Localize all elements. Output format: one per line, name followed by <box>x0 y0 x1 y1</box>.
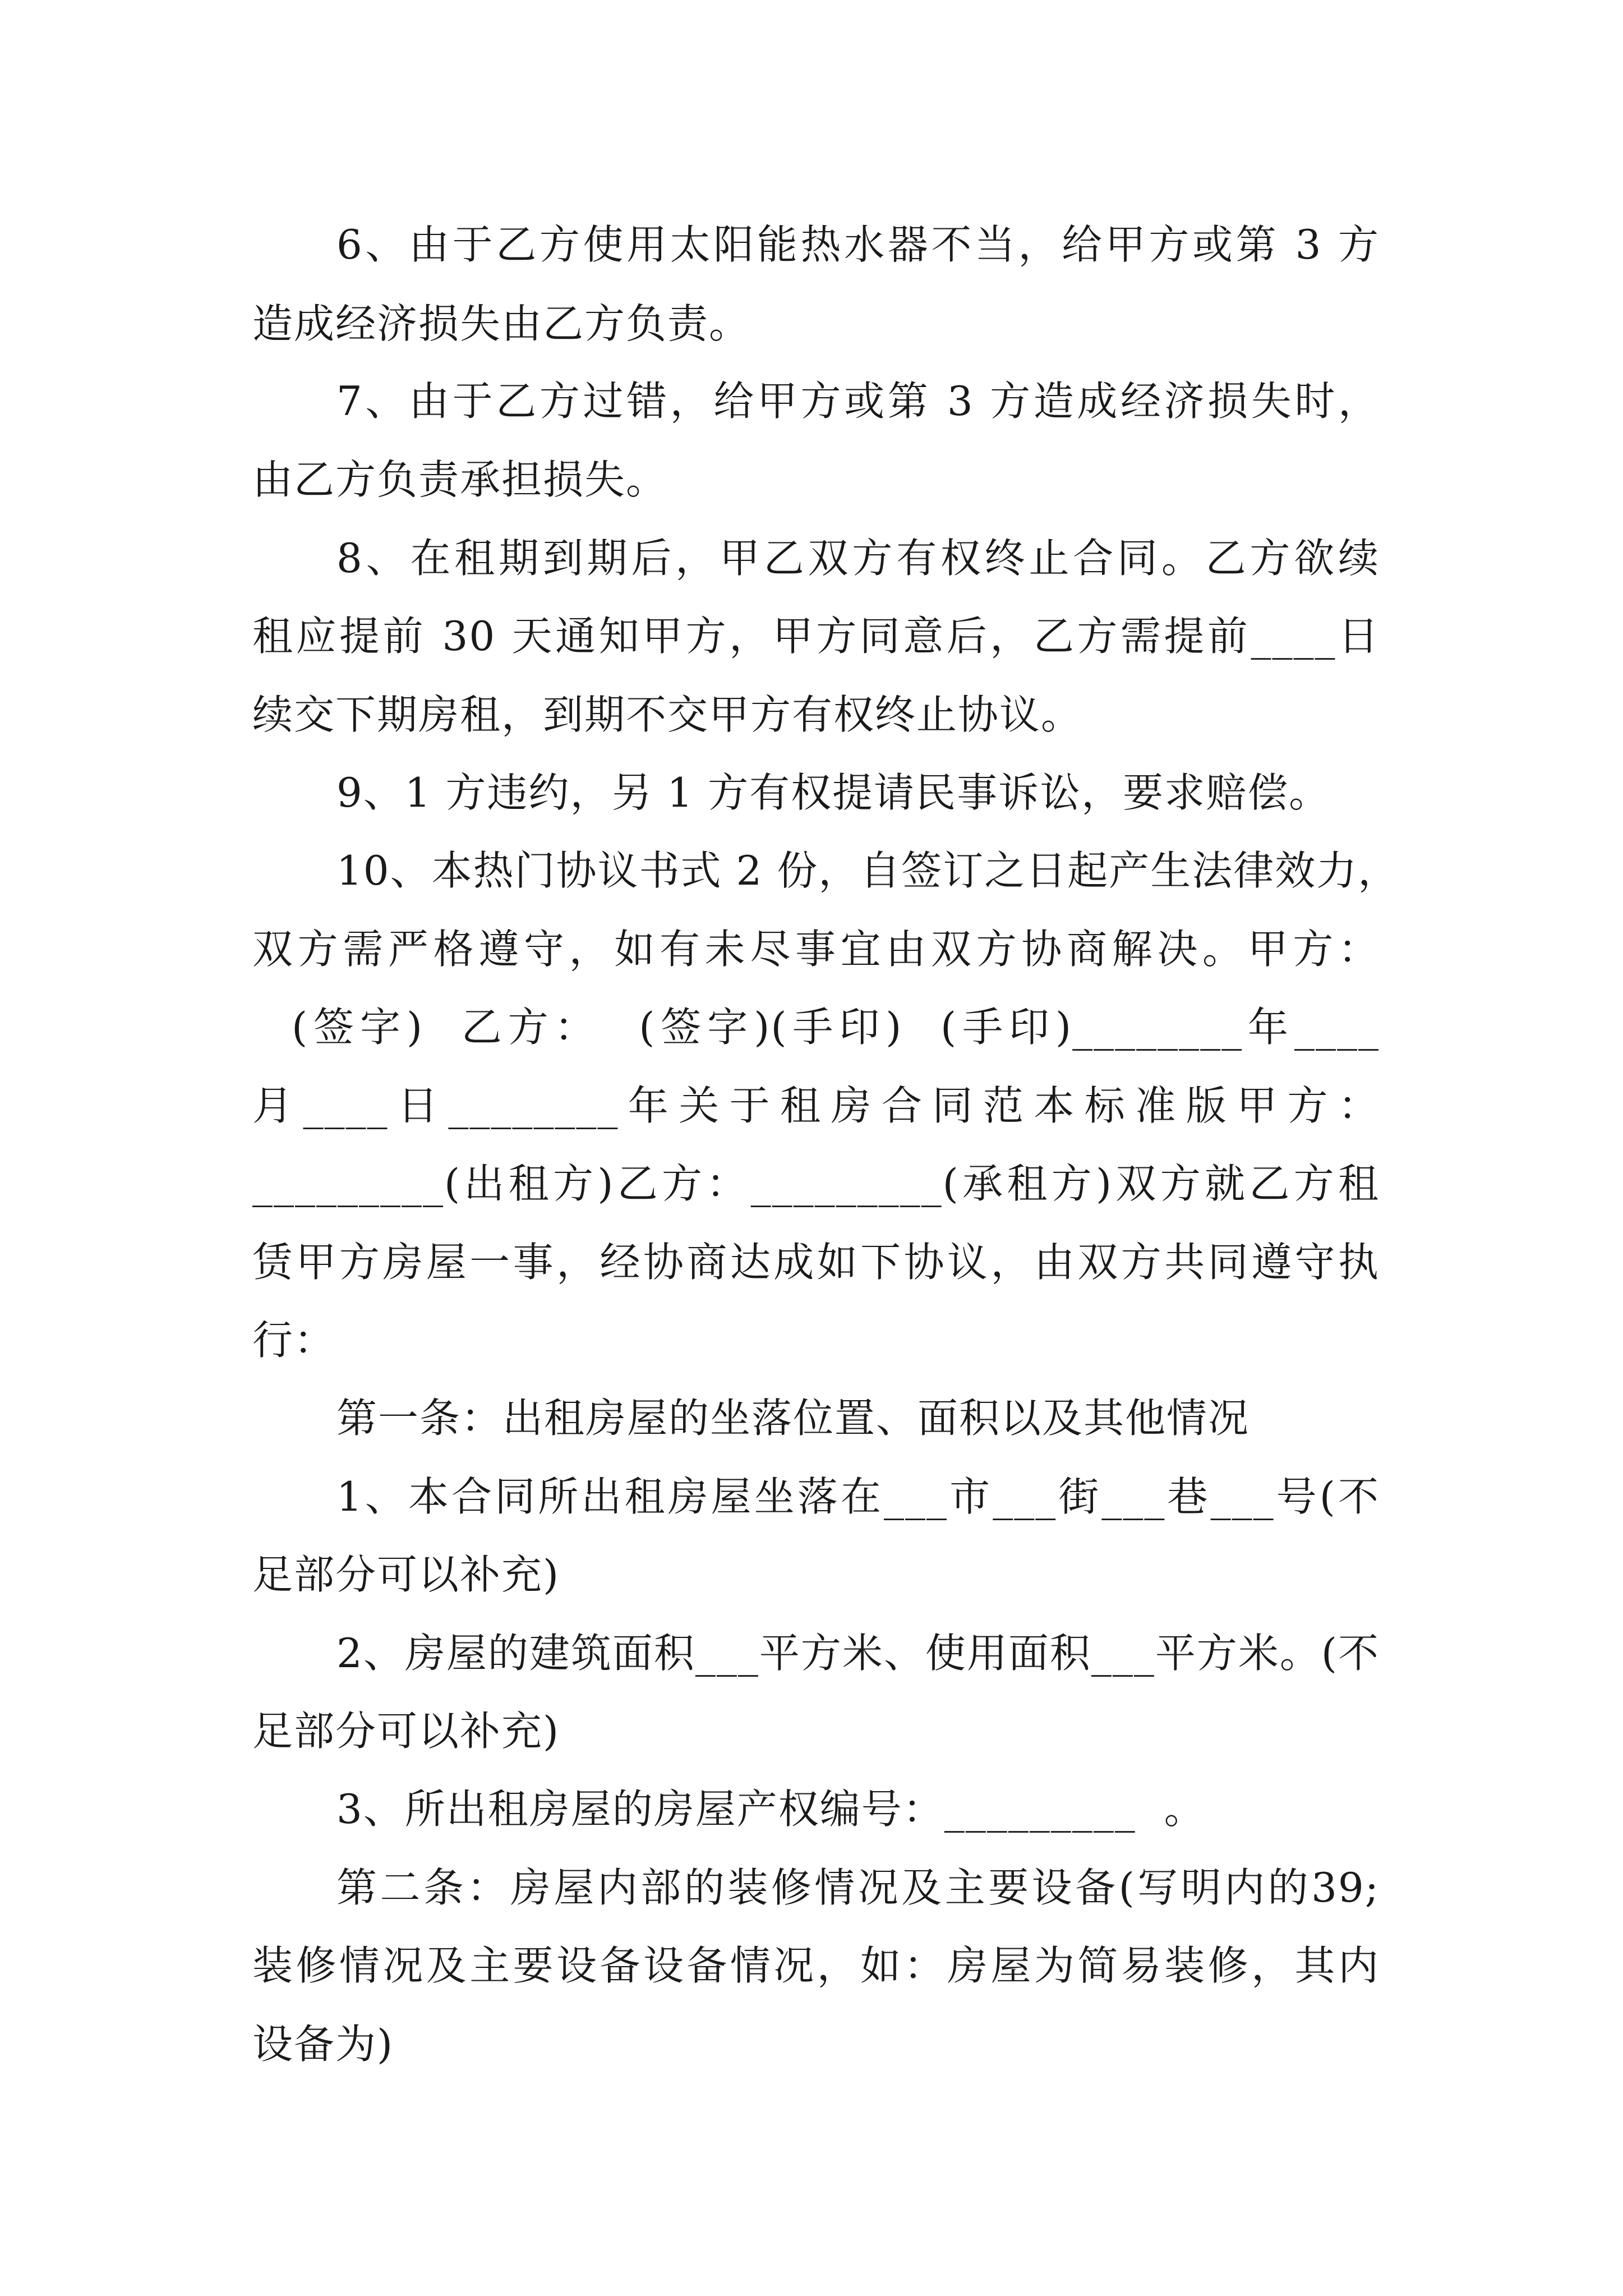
text-line: 月____日________年关于租房合同范本标准版甲方： <box>252 1082 1380 1129</box>
text-line: 装修情况及主要设备设备情况，如：房屋为简易装修，其内 <box>252 1942 1380 1989</box>
text-line: 9、1 方违约，另 1 方有权提请民事诉讼，要求赔偿。 <box>336 769 1331 816</box>
text-line: 租应提前 30 天通知甲方，甲方同意后，乙方需提前____日 <box>252 613 1380 660</box>
text-line: 2、房屋的建筑面积___平方米、使用面积___平方米。(不 <box>336 1630 1380 1677</box>
text-line: 赁甲方房屋一事，经协商达成如下协议，由双方共同遵守执 <box>252 1239 1380 1286</box>
text-line: 6、由于乙方使用太阳能热水器不当，给甲方或第 3 方 <box>336 221 1380 268</box>
text-line: 续交下期房租，到期不交甲方有权终止协议。 <box>252 691 1083 738</box>
section-heading: 第二条：房屋内部的装修情况及主要设备(写明内的39; <box>336 1864 1380 1911</box>
text-line: 3、所出租房屋的房屋产权编号：_________ 。 <box>336 1786 1206 1833</box>
text-line: 足部分可以补充) <box>252 1551 560 1598</box>
text-line: 造成经济损失由乙方负责。 <box>252 300 751 347</box>
section-heading: 第一条：出租房屋的坐落位置、面积以及其他情况 <box>336 1395 1250 1442</box>
text-line: 10、本热门协议书式 2 份，自签订之日起产生法律效力， <box>336 847 1400 894</box>
text-line: 7、由于乙方过错，给甲方或第 3 方造成经济损失时， <box>336 378 1380 425</box>
text-line: 双方需严格遵守，如有未尽事宜由双方协商解决。甲方： <box>252 926 1380 973</box>
text-line: 设备为) <box>252 2021 394 2068</box>
text-line: 1、本合同所出租房屋坐落在___市___街___巷___号(不 <box>336 1473 1380 1520</box>
text-line: 行： <box>252 1317 336 1364</box>
text-line: 由乙方负责承担损失。 <box>252 456 668 503</box>
text-line: 足部分可以补充) <box>252 1708 560 1755</box>
text-line: 8、在租期到期后，甲乙双方有权终止合同。乙方欲续 <box>336 535 1380 582</box>
text-line: _________(出租方)乙方：_________(承租方)双方就乙方租 <box>252 1160 1380 1207</box>
text-line: (签字) 乙方： (签字)(手印) (手印)________年____ <box>292 1004 1380 1051</box>
